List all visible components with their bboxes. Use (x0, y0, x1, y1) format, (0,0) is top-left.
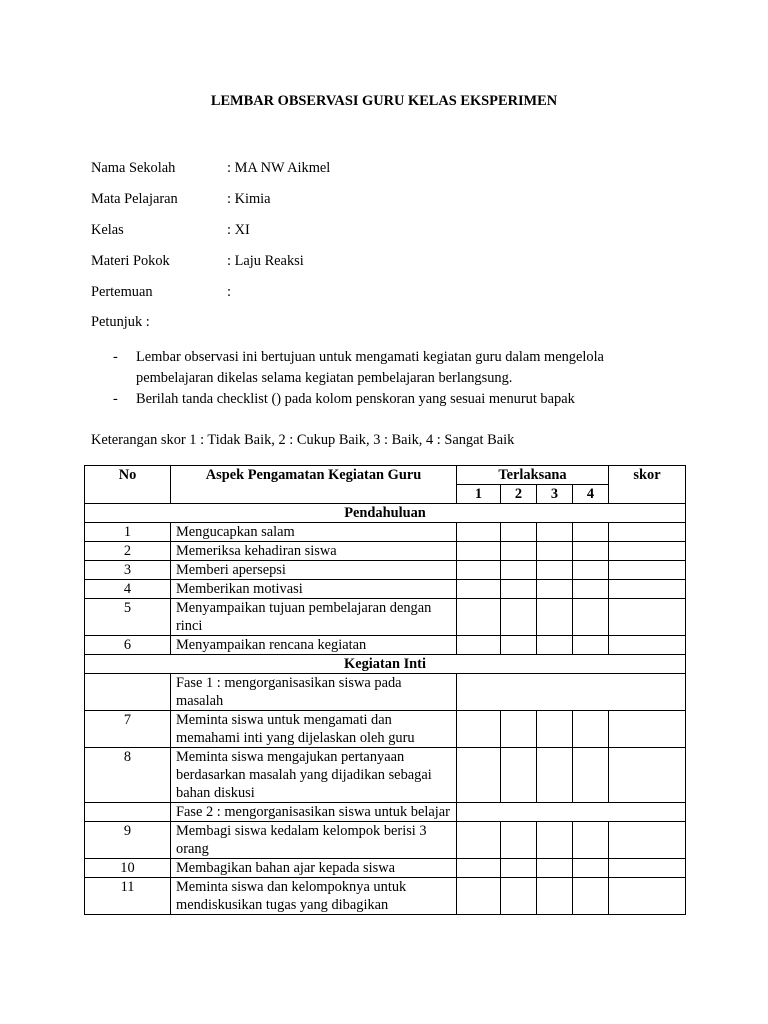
page-title: LEMBAR OBSERVASI GURU KELAS EKSPERIMEN (210, 93, 558, 109)
score-cell-2[interactable] (501, 561, 537, 580)
phase-title: Fase 2 : mengorganisasikan siswa untuk belajar (171, 803, 457, 822)
score-cell-3[interactable] (537, 599, 573, 636)
score-cell-3[interactable] (537, 523, 573, 542)
instruction-text: Lembar observasi ini bertujuan untuk mengamati kegiatan guru dalam mengelola pembelajaran dikelas selama kegiatan pembelajaran berlangsung. (136, 349, 604, 386)
phase-blank-cell (457, 803, 686, 822)
skor-cell[interactable] (609, 859, 686, 878)
score-cell-2[interactable] (501, 878, 537, 915)
score-cell-3[interactable] (537, 859, 573, 878)
score-cell-1[interactable] (457, 711, 501, 748)
row-number: 5 (85, 599, 171, 636)
score-legend: Keterangan skor 1 : Tidak Baik, 2 : Cukup Baik, 3 : Baik, 4 : Sangat Baik (91, 432, 515, 448)
instruction-text: Berilah tanda checklist () pada kolom penskoran yang sesuai menurut bapak (136, 391, 575, 407)
phase-title: Fase 1 : mengorganisasikan siswa pada masalah (171, 674, 457, 711)
score-cell-4[interactable] (573, 523, 609, 542)
section-row (85, 655, 686, 674)
header-no: No (85, 466, 171, 504)
instruction-item (113, 347, 673, 389)
score-cell-2[interactable] (501, 542, 537, 561)
score-cell-3[interactable] (537, 561, 573, 580)
score-cell-4[interactable] (573, 711, 609, 748)
score-cell-3[interactable] (537, 748, 573, 803)
row-number: 1 (85, 523, 171, 542)
table-row (85, 599, 686, 636)
score-cell-4[interactable] (573, 599, 609, 636)
score-cell-1[interactable] (457, 859, 501, 878)
instruction-list (113, 347, 673, 410)
score-cell-4[interactable] (573, 822, 609, 859)
row-number: 3 (85, 561, 171, 580)
table-row (85, 711, 686, 748)
score-cell-1[interactable] (457, 599, 501, 636)
observation-table (84, 465, 686, 915)
score-cell-3[interactable] (537, 636, 573, 655)
aspect-text: Membagi siswa kedalam kelompok berisi 3 orang (171, 822, 457, 859)
score-cell-2[interactable] (501, 636, 537, 655)
info-label: Nama Sekolah (91, 160, 176, 176)
aspect-text: Memberi apersepsi (171, 561, 457, 580)
aspect-text: Menyampaikan tujuan pembelajaran dengan rinci (171, 599, 457, 636)
header-score-3: 3 (537, 485, 573, 504)
skor-cell[interactable] (609, 636, 686, 655)
score-cell-1[interactable] (457, 523, 501, 542)
table-row (85, 580, 686, 599)
score-cell-4[interactable] (573, 636, 609, 655)
skor-cell[interactable] (609, 542, 686, 561)
header-score-1: 1 (457, 485, 501, 504)
score-cell-3[interactable] (537, 711, 573, 748)
table-row (85, 878, 686, 915)
info-value: : XI (227, 222, 250, 238)
section-row (85, 504, 686, 523)
score-cell-3[interactable] (537, 878, 573, 915)
score-cell-1[interactable] (457, 748, 501, 803)
score-cell-4[interactable] (573, 561, 609, 580)
section-title: Pendahuluan (85, 504, 686, 523)
score-cell-1[interactable] (457, 580, 501, 599)
table-body (85, 504, 686, 915)
score-cell-2[interactable] (501, 580, 537, 599)
row-number (85, 803, 171, 822)
aspect-text: Memeriksa kehadiran siswa (171, 542, 457, 561)
score-cell-4[interactable] (573, 859, 609, 878)
score-cell-1[interactable] (457, 822, 501, 859)
petunjuk-label: Petunjuk : (91, 314, 150, 330)
info-label: Materi Pokok (91, 253, 170, 269)
skor-cell[interactable] (609, 523, 686, 542)
instruction-item (113, 389, 673, 410)
row-number: 4 (85, 580, 171, 599)
aspect-text: Menyampaikan rencana kegiatan (171, 636, 457, 655)
score-cell-4[interactable] (573, 580, 609, 599)
score-cell-2[interactable] (501, 599, 537, 636)
info-label: Pertemuan (91, 284, 153, 300)
score-cell-1[interactable] (457, 542, 501, 561)
score-cell-4[interactable] (573, 748, 609, 803)
row-number: 2 (85, 542, 171, 561)
header-aspek: Aspek Pengamatan Kegiatan Guru (171, 466, 457, 504)
phase-blank-cell (457, 674, 686, 711)
aspect-text: Meminta siswa mengajukan pertanyaan berdasarkan masalah yang dijadikan sebagai bahan diskusi (171, 748, 457, 803)
score-cell-2[interactable] (501, 523, 537, 542)
aspect-text: Meminta siswa dan kelompoknya untuk mendiskusikan tugas yang dibagikan (171, 878, 457, 915)
score-cell-2[interactable] (501, 711, 537, 748)
table-row (85, 859, 686, 878)
aspect-text: Meminta siswa untuk mengamati dan memahami inti yang dijelaskan oleh guru (171, 711, 457, 748)
score-cell-3[interactable] (537, 580, 573, 599)
table-row (85, 636, 686, 655)
row-number: 8 (85, 748, 171, 803)
row-number (85, 674, 171, 711)
info-value: : (227, 284, 231, 300)
row-number: 11 (85, 878, 171, 915)
table-row (85, 523, 686, 542)
row-number: 9 (85, 822, 171, 859)
row-number: 6 (85, 636, 171, 655)
skor-cell[interactable] (609, 878, 686, 915)
score-cell-1[interactable] (457, 636, 501, 655)
skor-cell[interactable] (609, 580, 686, 599)
phase-row (85, 803, 686, 822)
bullet-marker: - (113, 391, 118, 407)
header-skor: skor (609, 466, 686, 504)
phase-row (85, 674, 686, 711)
score-cell-2[interactable] (501, 822, 537, 859)
header-score-4: 4 (573, 485, 609, 504)
score-cell-4[interactable] (573, 878, 609, 915)
score-cell-2[interactable] (501, 748, 537, 803)
score-cell-4[interactable] (573, 542, 609, 561)
aspect-text: Mengucapkan salam (171, 523, 457, 542)
score-cell-3[interactable] (537, 822, 573, 859)
info-label: Mata Pelajaran (91, 191, 178, 207)
score-cell-2[interactable] (501, 859, 537, 878)
score-cell-1[interactable] (457, 561, 501, 580)
skor-cell[interactable] (609, 822, 686, 859)
table-row (85, 822, 686, 859)
score-cell-1[interactable] (457, 878, 501, 915)
skor-cell[interactable] (609, 561, 686, 580)
header-terlaksana: Terlaksana (457, 466, 609, 485)
bullet-marker: - (113, 349, 118, 365)
aspect-text: Memberikan motivasi (171, 580, 457, 599)
aspect-text: Membagikan bahan ajar kepada siswa (171, 859, 457, 878)
skor-cell[interactable] (609, 748, 686, 803)
score-cell-3[interactable] (537, 542, 573, 561)
info-label: Kelas (91, 222, 124, 238)
info-value: : Kimia (227, 191, 271, 207)
info-value: : Laju Reaksi (227, 253, 304, 269)
row-number: 10 (85, 859, 171, 878)
table-row (85, 561, 686, 580)
skor-cell[interactable] (609, 599, 686, 636)
section-title: Kegiatan Inti (85, 655, 686, 674)
row-number: 7 (85, 711, 171, 748)
header-score-2: 2 (501, 485, 537, 504)
info-value: : MA NW Aikmel (227, 160, 331, 176)
skor-cell[interactable] (609, 711, 686, 748)
table-row (85, 542, 686, 561)
table-row (85, 748, 686, 803)
